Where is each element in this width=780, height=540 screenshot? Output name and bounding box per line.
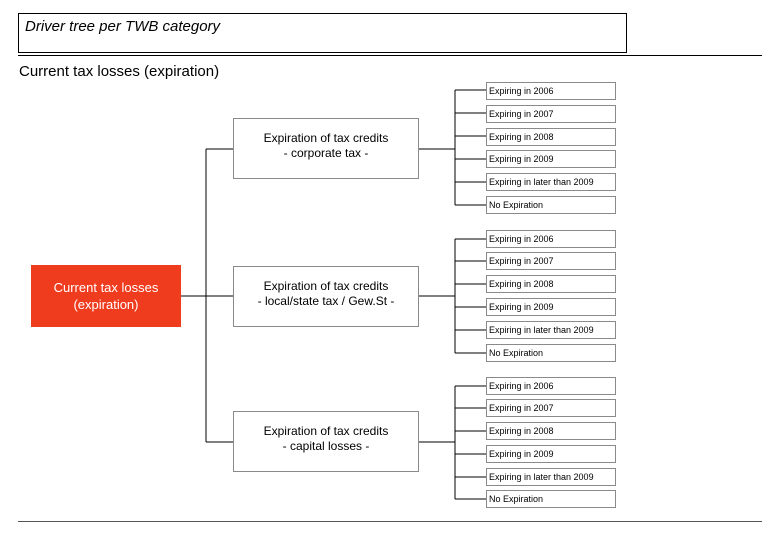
- leaf-node: Expiring in later than 2009: [486, 321, 616, 339]
- branch-node-line1: Expiration of tax credits: [263, 423, 389, 438]
- branch-node-line1: Expiration of tax credits: [263, 278, 389, 293]
- leaf-node: No Expiration: [486, 196, 616, 214]
- branch-node-local-state-tax: [233, 266, 419, 327]
- branch-node-line2: - corporate tax -: [283, 145, 369, 160]
- leaf-node: Expiring in 2007: [486, 252, 616, 270]
- branch-node-line1: Expiration of tax credits: [263, 130, 389, 145]
- branch-node-corporate-tax: [233, 118, 419, 179]
- leaf-node: Expiring in later than 2009: [486, 468, 616, 486]
- branch-node-line2: - local/state tax / Gew.St -: [257, 293, 395, 308]
- leaf-node: Expiring in 2008: [486, 422, 616, 440]
- leaf-node: Expiring in 2007: [486, 399, 616, 417]
- leaf-node: Expiring in 2007: [486, 105, 616, 123]
- leaf-node: Expiring in later than 2009: [486, 173, 616, 191]
- leaf-node: No Expiration: [486, 490, 616, 508]
- root-node: [31, 265, 181, 327]
- page-title: Driver tree per TWB category: [25, 18, 221, 35]
- leaf-node: Expiring in 2009: [486, 298, 616, 316]
- leaf-node: Expiring in 2009: [486, 445, 616, 463]
- leaf-node: Expiring in 2006: [486, 230, 616, 248]
- leaf-node: Expiring in 2009: [486, 150, 616, 168]
- leaf-node: No Expiration: [486, 344, 616, 362]
- leaf-node: Expiring in 2008: [486, 128, 616, 146]
- leaf-node: Expiring in 2006: [486, 82, 616, 100]
- branch-node-capital-losses: [233, 411, 419, 472]
- leaf-node: Expiring in 2008: [486, 275, 616, 293]
- leaf-node: Expiring in 2006: [486, 377, 616, 395]
- diagram-subtitle: Current tax losses (expiration): [19, 63, 220, 80]
- root-node-line2: (expiration): [73, 297, 139, 312]
- branch-node-line2: - capital losses -: [282, 438, 370, 453]
- bottom-rule: [18, 521, 762, 522]
- root-node-line1: Current tax losses: [53, 280, 159, 295]
